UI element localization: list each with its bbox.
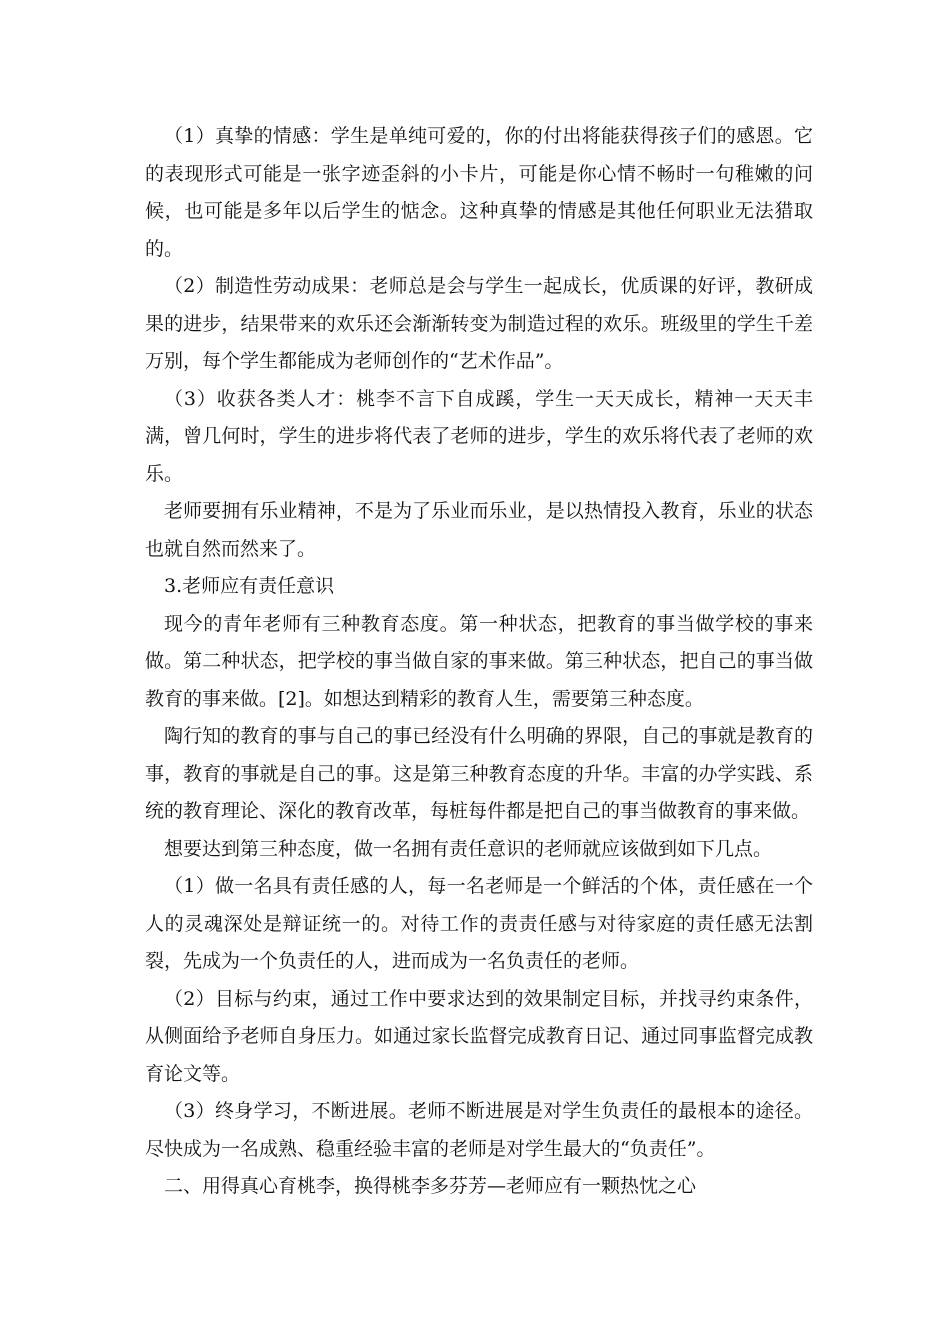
- paragraph-responsible-person: （1）做一名具有责任感的人，每一名老师是一个鲜活的个体，责任感在一个人的灵魂深处是辩证统一的。对待工作的责责任感与对待家庭的责任感无法割裂，先成为一个负责任的人，进而成为一名负责任的老师。: [145, 875, 813, 972]
- paragraph-sincere-emotion: （1）真挚的情感：学生是单纯可爱的，你的付出将能获得孩子们的感恩。它的表现形式可能是一张字迹歪斜的小卡片，可能是你心情不畅时一句稚嫩的问候，也可能是多年以后学生的惦念。这种真挚的情感是其他任何职业无法猎取的。: [145, 125, 813, 260]
- paragraph-three-attitudes: 现今的青年老师有三种教育态度。第一种状态，把教育的事当做学校的事来做。第二种状态，把学校的事当做自家的事来做。第三种状态，把自己的事当做教育的事来做。[2]。如想达到精彩的教育人生，需要第三种态度。: [145, 612, 813, 710]
- paragraph-goals-constraints: （2）目标与约束，通过工作中要求达到的效果制定目标，并找寻约束条件，从侧面给予老师自身压力。如通过家长监督完成教育日记、通过同事监督完成教育论文等。: [145, 987, 813, 1085]
- document-body: [145, 118, 813, 1206]
- section-heading-passion: 二、用得真心育桃李，换得桃李多芬芳—老师应有一颗热忱之心: [164, 1175, 697, 1197]
- paragraph-joyful-spirit: 老师要拥有乐业精神，不是为了乐业而乐业，是以热情投入教育，乐业的状态也就自然而然来了。: [145, 500, 813, 560]
- paragraph-lifelong-learning: （3）终身学习，不断进展。老师不断进展是对学生负责任的最根本的途径。尽快成为一名成熟、稳重经验丰富的老师是对学生最大的“负责任”。: [145, 1100, 813, 1160]
- paragraph-tao-xingzhi: 陶行知的教育的事与自己的事已经没有什么明确的界限，自己的事就是教育的事，教育的事就是自己的事。这是第三种教育态度的升华。丰富的办学实践、系统的教育理论、深化的教育改革，每桩每件都是把自己的事当做教育的事来做。: [145, 725, 813, 822]
- paragraph-creative-labor: （2）制造性劳动成果：老师总是会与学生一起成长，优质课的好评，教研成果的进步，结果带来的欢乐还会渐渐转变为制造过程的欢乐。班级里的学生千差万别，每个学生都能成为老师创作的“艺术作品”。: [145, 275, 813, 372]
- paragraph-harvest-talent: （3）收获各类人才：桃李不言下自成蹊，学生一天天成长，精神一天天丰满，曾几何时，学生的进步将代表了老师的进步，学生的欢乐将代表了老师的欢乐。: [145, 387, 813, 485]
- section-heading-responsibility: 3.老师应有责任意识: [164, 575, 335, 597]
- paragraph-how-to-achieve: 想要达到第三种态度，做一名拥有责任意识的老师就应该做到如下几点。: [164, 837, 773, 860]
